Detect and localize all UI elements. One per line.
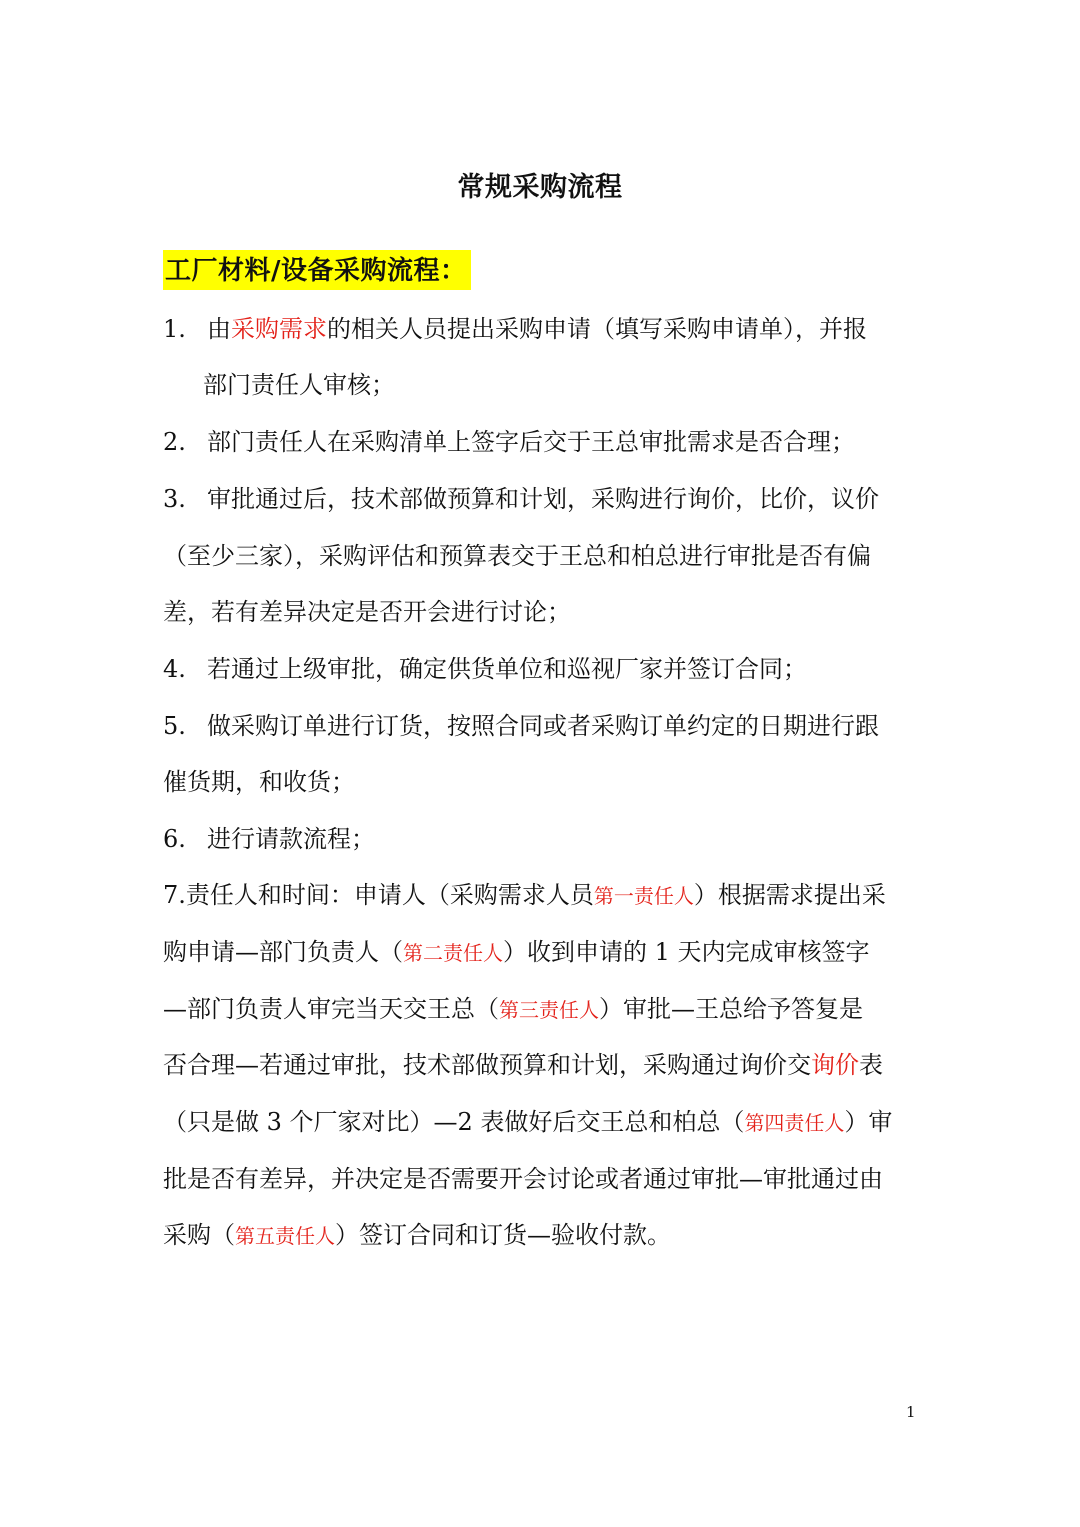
section-heading: 工厂材料/设备采购流程： [163, 250, 471, 290]
page-title: 常规采购流程 [457, 172, 623, 203]
list-item-7-line-3 [163, 991, 863, 1028]
item-text: ）审批—王总给予答复是 [599, 995, 863, 1023]
list-item-6 [163, 821, 375, 857]
item-text-red: 采购需求 [231, 315, 327, 343]
item-number: 6. [163, 825, 186, 853]
responsible-person-label: 第三责任人 [499, 998, 599, 1022]
item-text: 采购（ [163, 1221, 235, 1249]
list-item-7-line-7 [163, 1217, 671, 1254]
responsible-person-label: 第五责任人 [235, 1224, 335, 1248]
responsible-person-label: 第四责任人 [744, 1111, 845, 1135]
item-text: 的相关人员提出采购申请（填写采购申请单），并报 [327, 315, 867, 343]
item-text: 购申请—部门负责人（ [163, 938, 403, 966]
list-item-3 [163, 481, 879, 517]
list-item-1-continuation: 部门责任人审核； [203, 371, 395, 399]
item-text: 表 [859, 1051, 883, 1079]
item-text: （只是做 3 个厂家对比）—2 表做好后交王总和柏总（ [163, 1108, 745, 1136]
list-item-7-line-5 [163, 1104, 892, 1141]
item-text: 7.责任人和时间：申请人（采购需求人员 [163, 881, 594, 909]
page-number: 1 [906, 1403, 916, 1421]
list-item-5 [163, 708, 879, 744]
item-text: 审批通过后，技术部做预算和计划，采购进行询价，比价，议价 [207, 485, 879, 513]
item-number: 2. [163, 428, 186, 456]
item-text: ）审 [844, 1108, 893, 1136]
list-item-1 [163, 311, 867, 347]
list-item-7-line-2 [163, 934, 870, 971]
item-text: 否合理—若通过审批，技术部做预算和计划，采购通过询价交 [163, 1051, 811, 1079]
list-item-7-line-1 [163, 877, 886, 914]
list-item-3-continuation-2: 差，若有差异决定是否开会进行讨论； [163, 598, 571, 626]
item-number: 4. [163, 655, 186, 683]
responsible-person-label: 第二责任人 [403, 941, 503, 965]
item-text: ）根据需求提出采 [693, 881, 886, 909]
item-number: 5. [163, 712, 186, 740]
item-text: 若通过上级审批，确定供货单位和巡视厂家并签订合同； [207, 655, 807, 683]
item-text: 进行请款流程； [207, 825, 375, 853]
item-number: 1. [163, 315, 186, 343]
list-item-2 [163, 424, 855, 460]
item-text: —部门负责人审完当天交王总（ [163, 995, 499, 1023]
item-number: 3. [163, 485, 186, 513]
responsible-person-label: 第一责任人 [593, 884, 694, 908]
item-text: 做采购订单进行订货，按照合同或者采购订单约定的日期进行跟 [207, 712, 879, 740]
item-text: 由 [207, 315, 231, 343]
list-item-7-line-4 [163, 1047, 883, 1083]
item-text: ）签订合同和订货—验收付款。 [335, 1221, 671, 1249]
list-item-5-continuation: 催货期，和收货； [163, 768, 355, 796]
list-item-7-line-6: 批是否有差异，并决定是否需要开会讨论或者通过审批—审批通过由 [163, 1165, 883, 1193]
item-text: ）收到申请的 1 天内完成审核签字 [503, 938, 870, 966]
list-item-3-continuation-1: （至少三家），采购评估和预算表交于王总和柏总进行审批是否有偏 [163, 542, 871, 570]
item-text-red: 询价 [811, 1051, 859, 1079]
list-item-4 [163, 651, 807, 687]
item-text: 部门责任人在采购清单上签字后交于王总审批需求是否合理； [207, 428, 855, 456]
